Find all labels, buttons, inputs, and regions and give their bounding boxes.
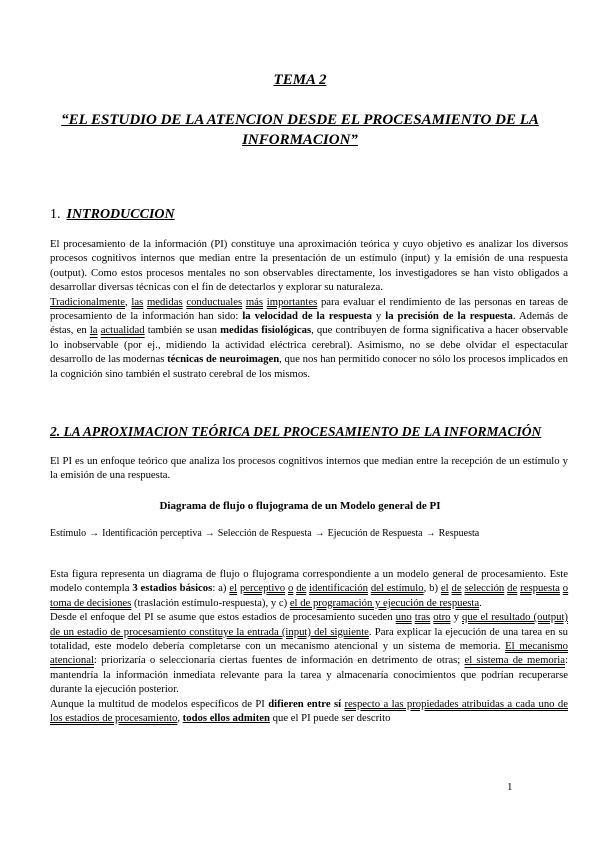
paragraph-stages: Esta figura representa un diagrama de flujo o flujograma correspondiente a un modelo general de procesamiento. Este modelo contempla 3 estadios básicos: a) el perceptivo o de identificación del estímulo, b) el de selección de respuesta o toma de decisiones (traslación estímulo-respuesta), y c) el de programación y ejecución de respuesta. — [50, 568, 569, 609]
document-title: “EL ESTUDIO DE LA ATENCION DESDE EL PROCESAMIENTO DE LA INFORMACION” — [61, 112, 539, 148]
page-number: 1 — [507, 781, 513, 793]
diagram-title: Diagrama de flujo o flujograma de un Modelo general de PI — [159, 500, 441, 512]
tema-heading: TEMA 2 — [273, 72, 327, 88]
flow-step: Estímulo — [50, 528, 87, 539]
section-1-heading — [50, 207, 175, 223]
flow-step: Respuesta — [438, 528, 480, 539]
paragraph-measures: Tradicionalmente, las medidas conductuales más importantes para evaluar el rendimiento de las personas en tareas de procesamiento de la información han sido: la velocidad de la respuesta y la precisión de la respuesta. Además de éstas, en la actualidad también se usan medidas fisiológicas, que contribuyen de forma significativa a hacer observable lo inobservable (por ej., midiendo la actividad eléctrica cerebral). Asimismo, no se debe olvidar el espectacular desarrollo de las modernas técnicas de neuroimagen, que nos han permitido conocer no sólo los procesos implicados en la cognición sino también el sustrato cerebral de los mismos. — [50, 295, 569, 380]
arrow-right-icon: → — [89, 528, 100, 539]
arrow-right-icon: → — [425, 528, 436, 539]
flow-step: Identificación perceptiva — [102, 528, 202, 539]
intro-text-block — [50, 237, 568, 381]
section-1-number: 1. — [50, 207, 61, 222]
section-1-label: INTRODUCCION — [66, 207, 175, 222]
flow-diagram — [50, 528, 479, 539]
flow-step: Selección de Respuesta — [217, 528, 312, 539]
arrow-right-icon: → — [314, 528, 325, 539]
paragraph-pi-definition: El PI es un enfoque teórico que analiza los procesos cognitivos internos que median entre la recepción de un estímulo y la emisión de una respuesta. — [50, 455, 568, 482]
paragraph-sequence: Desde el enfoque del PI se asume que estos estadios de procesamiento suceden uno tras otro y que el resultado (output) de un estadio de procesamiento constituye la entrada (input) del siguiente. Para explicar la ejecución de una tarea en su totalidad, este modelo debería completarse con un mecanismo atencional y un sistema de memoria. El mecanismo atencional: priorizaría o seleccionaría ciertas fuentes de información en detrimento de otras; el sistema de memoria: mantendría la información inmediata relevante para la tarea y almacenaría conocimientos que podrían recuperarse durante la ejecución posterior. — [50, 611, 569, 696]
paragraph-intro: El procesamiento de la información (PI) constituye una aproximación teórica y cuyo objetivo es analizar los diversos procesos cognitivos internos que median entre la presentación de un estímulo (input) y la emisión de una respuesta (output). Como estos procesos mentales no son observables directamente, los investigadores se han visto obligados a desarrollar diversas técnicas con el fin de detectarlos y explorar su naturaleza. — [50, 238, 568, 294]
flow-step: Ejecución de Respuesta — [327, 528, 423, 539]
section-2-heading: 2. LA APROXIMACION TEÓRICA DEL PROCESAMIENTO DE LA INFORMACIÓN — [50, 424, 542, 439]
paragraph-models: Aunque la multitud de modelos específicos de PI difieren entre sí respecto a las propiedades atribuidas a cada uno de los estadios de procesamiento, todos ellos admiten que el PI puede ser descrito — [50, 697, 568, 725]
arrow-right-icon: → — [204, 528, 215, 539]
model-text-block — [50, 567, 568, 725]
